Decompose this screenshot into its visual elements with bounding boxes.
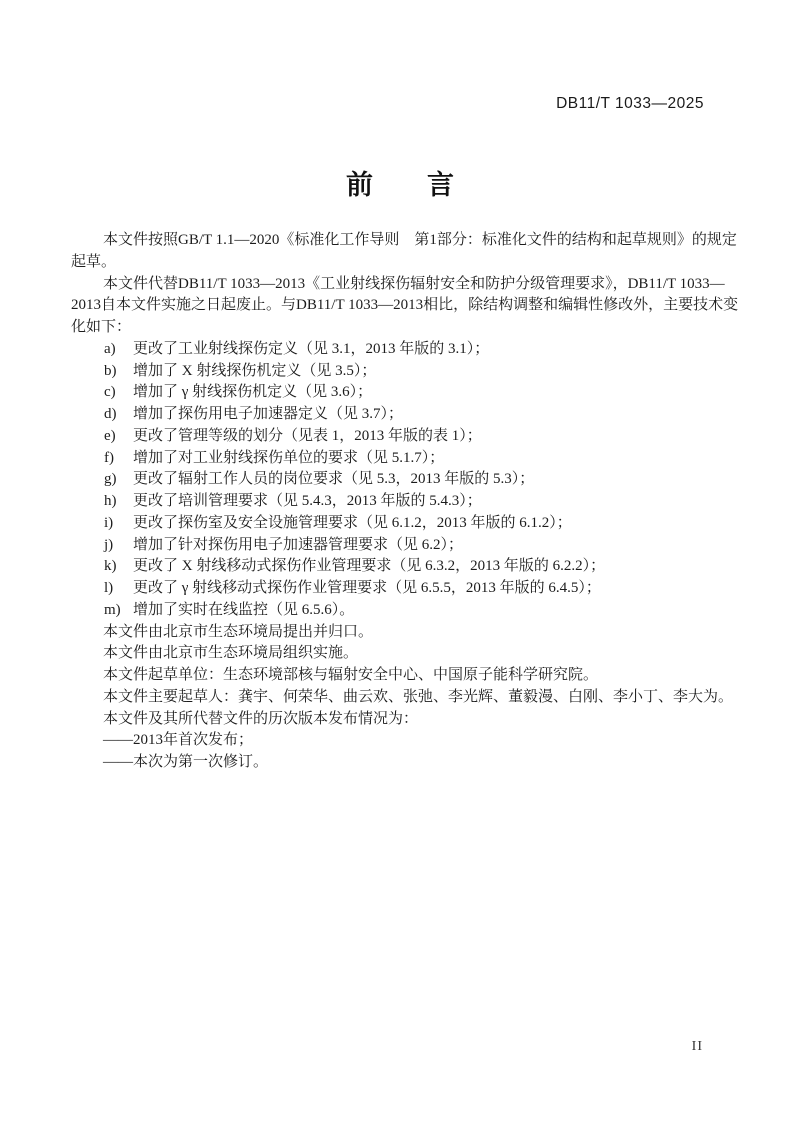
page-title: 前 言 (346, 170, 454, 200)
foreword-list-item (71, 600, 703, 622)
foreword-list-item (71, 535, 703, 557)
list-item-text: 更改了 X 射线移动式探伤作业管理要求（见 6.3.2，2013 年版的 6.2.2）； (133, 558, 606, 575)
foreword-list-item (71, 513, 703, 535)
list-item-letter: j) (104, 536, 114, 553)
list-item-letter: c) (104, 384, 116, 401)
foreword-line: 本文件按照GB/T 1.1—2020《标准化工作导则 第1部分：标准化文件的结构和起草规则》的规定 (103, 232, 737, 248)
foreword-line: 2013自本文件实施之日起废止。与DB11/T 1033—2013相比，除结构调整和编辑性修改外，主要技术变 (71, 297, 739, 314)
list-item-letter: a) (104, 340, 116, 357)
foreword-content (71, 230, 739, 774)
page-number: II (691, 1039, 703, 1054)
list-item-letter: l) (104, 580, 114, 596)
list-item-letter: g) (104, 471, 117, 488)
list-item-letter: m) (104, 601, 121, 618)
foreword-line: ——2013年首次发布； (103, 732, 254, 749)
foreword-line: 本文件由北京市生态环境局组织实施。 (103, 645, 359, 662)
foreword-line: 本文件代替DB11/T 1033—2013《工业射线探伤辐射安全和防护分级管理要求》，DB11/T 1033— (103, 275, 725, 292)
foreword-list-item (71, 491, 703, 513)
foreword-line: 本文件起草单位：生态环境部核与辐射安全中心、中国原子能科学研究院。 (103, 667, 599, 683)
foreword-list-item (71, 404, 703, 426)
foreword-list-item (71, 469, 703, 491)
list-item-text: 增加了 γ 射线探伤机定义（见 3.6）； (133, 384, 373, 401)
foreword-line: 本文件及其所代替文件的历次版本发布情况为： (103, 710, 419, 727)
list-item-letter: b) (104, 362, 117, 379)
list-item-text: 增加了 X 射线探伤机定义（见 3.5）； (133, 362, 377, 379)
list-item-letter: i) (104, 514, 114, 531)
list-item-text: 更改了辐射工作人员的岗位要求（见 5.3，2013 年版的 5.3）； (133, 471, 535, 488)
foreword-list-item (71, 556, 703, 578)
foreword-list-item (71, 361, 703, 383)
list-item-text: 更改了工业射线探伤定义（见 3.1，2013 年版的 3.1）； (133, 340, 490, 357)
list-item-text: 更改了培训管理要求（见 5.4.3，2013 年版的 5.4.3）； (133, 493, 482, 509)
list-item-letter: f) (104, 449, 114, 466)
foreword-line: 本文件由北京市生态环境局提出并归口。 (103, 623, 374, 640)
list-item-text: 更改了 γ 射线移动式探伤作业管理要求（见 6.5.5，2013 年版的 6.4.5）； (133, 580, 601, 596)
foreword-list-item (71, 426, 703, 448)
foreword-line: 起草。 (71, 253, 117, 270)
list-item-letter: k) (104, 558, 117, 575)
foreword-line: ——本次为第一次修订。 (103, 754, 269, 770)
foreword-line: 本文件主要起草人：龚宇、何荣华、曲云欢、张弛、李光辉、董毅漫、白刚、李小丁、李大为。 (103, 688, 734, 705)
standard-code-header: DB11/T 1033—2025 (556, 95, 704, 112)
foreword-list-item (71, 448, 703, 470)
foreword-list-item (71, 578, 703, 600)
list-item-text: 增加了针对探伤用电子加速器管理要求（见 6.2）； (133, 536, 464, 553)
foreword-line: 化如下： (71, 319, 132, 335)
list-item-letter: h) (104, 493, 117, 509)
list-item-text: 更改了管理等级的划分（见表 1，2013 年版的表 1）； (133, 427, 482, 444)
list-item-text: 增加了实时在线监控（见 6.5.6）。 (133, 601, 355, 618)
foreword-list-item (71, 382, 703, 404)
list-item-letter: e) (104, 427, 116, 444)
list-item-text: 增加了对工业射线探伤单位的要求（见 5.1.7）； (133, 449, 445, 466)
foreword-list-item (71, 339, 703, 361)
list-item-text: 增加了探伤用电子加速器定义（见 3.7）； (133, 406, 404, 422)
list-item-letter: d) (104, 406, 117, 422)
list-item-text: 更改了探伤室及安全设施管理要求（见 6.1.2，2013 年版的 6.1.2）； (133, 514, 572, 531)
